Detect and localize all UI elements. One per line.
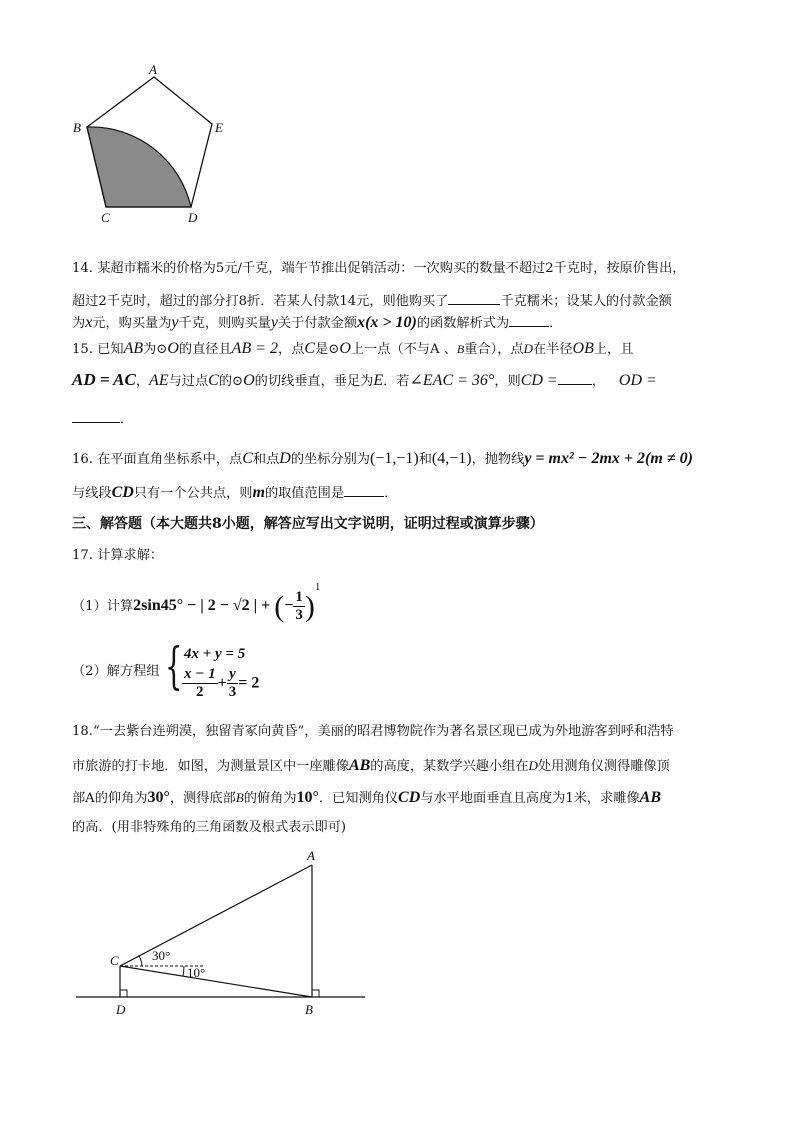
q15-t1e: 是⊙ (315, 342, 340, 357)
q15-angle: ∠EAC = 36° (409, 372, 495, 389)
q15-ABeq: AB = 2 (231, 340, 279, 357)
q17-p2-label: （2）解方程组 (72, 664, 160, 679)
q17-eq2-frac1 (182, 666, 218, 701)
q17-eq2-rhs: = 2 (238, 674, 260, 692)
q17-fraction (293, 589, 305, 624)
q14-text3d: 关于付款金额 (277, 316, 358, 331)
pentagon-figure (70, 62, 240, 224)
q17-brace: { (165, 637, 183, 695)
q15-t1a: 已知 (97, 342, 124, 357)
q15-OB: OB (572, 340, 594, 357)
q18-CD: CD (398, 789, 421, 806)
q15-t2e: ．若 (383, 374, 410, 389)
q15-t1i: 上，且 (593, 342, 634, 357)
q15-t2d: 的切线垂直，垂足为 (254, 374, 374, 389)
fig-label-B: B (305, 1002, 313, 1017)
q14-line1 (72, 259, 772, 279)
q15-answer-blank1[interactable] (558, 370, 592, 385)
q17-eq1: 4x + y = 5 (184, 646, 246, 662)
q15-O3: O (243, 372, 255, 389)
q15-CD: CD = (520, 372, 558, 389)
q17-p1-label: （1）计算 (72, 599, 134, 614)
q16-number: 16. (72, 452, 93, 467)
q17-eq2-plus: + (217, 674, 227, 692)
q18-line2 (72, 756, 772, 777)
label-D: D (188, 210, 198, 224)
q18-a30: 30° (147, 789, 170, 806)
q17-eq2-den1: 2 (196, 684, 204, 700)
fig-angle-30: 30° (152, 948, 171, 963)
q16-t1c: 的坐标分别为 (290, 452, 370, 467)
q18-D: D (528, 758, 538, 773)
fig-angle-10: 10° (187, 965, 206, 980)
q15-line3 (72, 408, 772, 430)
q15-t1b: 为⊙ (143, 342, 168, 357)
q18-number: 18. (72, 724, 93, 739)
q16-end: ． (384, 486, 398, 501)
q15-t1f: 上一点（不与A 、 (350, 342, 457, 357)
q14-text3b: 元，购买量为 (92, 316, 172, 331)
q14-answer-blank2[interactable] (509, 312, 549, 327)
q16-t1a: 在平面直角坐标系中，点 (97, 452, 243, 467)
q16-C: C (242, 450, 253, 467)
q18-AB2: AB (639, 789, 662, 806)
q14-text2b: 千克糯米；设某人的付款金额 (500, 294, 672, 309)
q14-text3c: 千克，则购买量 (178, 316, 271, 331)
q18-t3e: 与水平地面垂直且高度为1米，求雕像 (420, 791, 640, 806)
q14-var-x: x (85, 314, 93, 331)
q17-part1 (72, 581, 772, 626)
q16-t1b: 和点 (252, 452, 280, 467)
q18-text1: “一去紫台连朔漠，独留青冢向黄昏”，美丽的昭君博物院作为著名景区现已成为外地游客到呼和浩特 (92, 724, 674, 739)
q15-C: C (304, 340, 316, 357)
arc-10 (183, 966, 184, 976)
sightline-CB (120, 966, 312, 997)
q17-eq2-num1: x − 1 (184, 666, 216, 682)
q15-t1g: 重合），点 (464, 342, 524, 357)
q15-B: B (456, 342, 465, 356)
q14-number: 14. (72, 261, 93, 276)
q18-B: B (235, 790, 244, 805)
q15-line2 (72, 370, 772, 392)
sightline-CA (120, 865, 312, 966)
q18-a10: 10° (296, 789, 319, 806)
q15-O: O (167, 340, 179, 357)
right-angle-B (312, 990, 319, 997)
q18-t3d: ．已知测角仪 (318, 791, 399, 806)
q18-t2c: 处用测角仪测得雕像顶 (537, 759, 670, 774)
label-C: C (101, 210, 110, 224)
q16-t2c: 的取值范围是 (264, 486, 345, 501)
q15-line1 (72, 339, 772, 360)
q15-D: D (523, 341, 533, 356)
q15-t1d: ，点 (278, 342, 305, 357)
q15-t2c: 的⊙ (218, 374, 244, 389)
q17-paren: ( (274, 589, 285, 623)
q15-ADAC: AD = AC (72, 370, 136, 389)
q17-eq2-frac2 (227, 666, 239, 701)
q15-AE: AE (149, 372, 169, 389)
statue-figure (70, 848, 370, 1023)
q18-t2a: 市旅游的打卡地．如图，为测量景区中一座雕像 (72, 759, 349, 774)
right-angle-D (120, 990, 127, 997)
q15-t2f: ，则 (494, 374, 521, 389)
q16-t1d: 和 (418, 452, 432, 467)
q15-answer-blank2[interactable] (72, 408, 120, 423)
q15-t1h: 在半径 (532, 342, 573, 357)
q18-line4 (72, 818, 772, 838)
q14-condition: x(x > 10) (357, 314, 417, 331)
q15-end: ． (120, 412, 134, 427)
q15-number: 15. (72, 342, 93, 357)
q14-text3a: 为 (72, 316, 86, 331)
q15-C2: C (208, 372, 219, 389)
q14-answer-blank1[interactable] (448, 290, 500, 305)
q15-t2b: 与过点 (168, 374, 209, 389)
q16-line2 (72, 482, 772, 504)
q18-t2b: 的高度，某数学兴趣小组在 (370, 759, 529, 774)
q17-minus: − (284, 597, 294, 614)
fig-label-A: A (307, 848, 315, 863)
q17-intro-text: 计算求解： (97, 548, 164, 563)
q18-t3a: 部A的仰角为 (72, 791, 148, 806)
q18-line3 (72, 788, 772, 809)
q16-t2b: 只有一个公共点，则 (133, 486, 253, 501)
q15-O2: O (339, 340, 351, 357)
label-E: E (215, 120, 223, 135)
q14-var-y: y (171, 314, 179, 331)
q17-intro (72, 546, 772, 566)
q16-t1e: ，抛物线 (471, 452, 525, 467)
q14-line3-main-text (72, 312, 772, 334)
q14-var-y2: y (270, 314, 278, 331)
q15-E: E (373, 372, 384, 389)
q16-line1 (72, 449, 772, 470)
q15-t1c: 的直径且 (178, 342, 232, 357)
q14-text3e: 的函数解析式为 (416, 316, 510, 331)
q16-m: m (252, 484, 265, 501)
q17-frac-den: 3 (295, 607, 303, 623)
q17-frac-num: 1 (295, 589, 303, 605)
arc-30 (139, 956, 142, 966)
q17-part2 (72, 637, 772, 700)
q16-p1: (−1,−1) (369, 450, 419, 467)
q16-p2: (4,−1) (431, 450, 472, 467)
q14-text2a: 超过2千克时，超过的部分打8折．若某人付款14元，则他购买了 (72, 294, 449, 309)
q14-line2 (72, 290, 772, 312)
section3-heading: 三、解答题（本大题共8小题，解答应写出文字说明，证明过程或演算步骤） (72, 516, 544, 532)
q18-t4: 的高．(用非特殊角的三角函数及根式表示即可) (72, 820, 347, 835)
q17-number: 17. (72, 548, 93, 563)
q14-end: ． (549, 316, 563, 331)
q16-parabola: y = mx² − 2mx + 2(m ≠ 0) (524, 450, 693, 467)
q17-exponent: 1 (314, 581, 321, 593)
q15-OD: OD = (618, 372, 657, 389)
q17-eq2 (182, 666, 259, 701)
q15-AB: AB (123, 340, 144, 357)
q16-answer-blank[interactable] (344, 482, 384, 497)
q16-t2a: 与线段 (72, 486, 112, 501)
q18-t3b: ，测得底部 (169, 791, 236, 806)
label-A: A (149, 62, 157, 77)
q15-t2a: ， (135, 374, 150, 389)
q16-D: D (279, 450, 291, 467)
q17-paren-close: ) (304, 589, 315, 623)
q17-eq2-num2: y (227, 666, 239, 684)
q15-t2g: ， (591, 374, 605, 389)
label-B: B (73, 120, 81, 135)
q16-CD: CD (111, 484, 134, 501)
q14-text1: 某超市糯米的价格为5元/千克，端午节推出促销活动：一次购买的数量不超过2千克时，按原价售出， (97, 261, 686, 276)
fig-label-C: C (110, 953, 119, 968)
q18-AB: AB (348, 757, 371, 774)
q17-eq2-den2: 3 (228, 684, 237, 700)
q17-expr1: 2sin45° − | 2 − √2 | + (133, 597, 275, 614)
fig-label-D: D (116, 1002, 126, 1017)
q18-line1 (72, 722, 772, 742)
q18-t3c: 的俯角为 (243, 791, 297, 806)
